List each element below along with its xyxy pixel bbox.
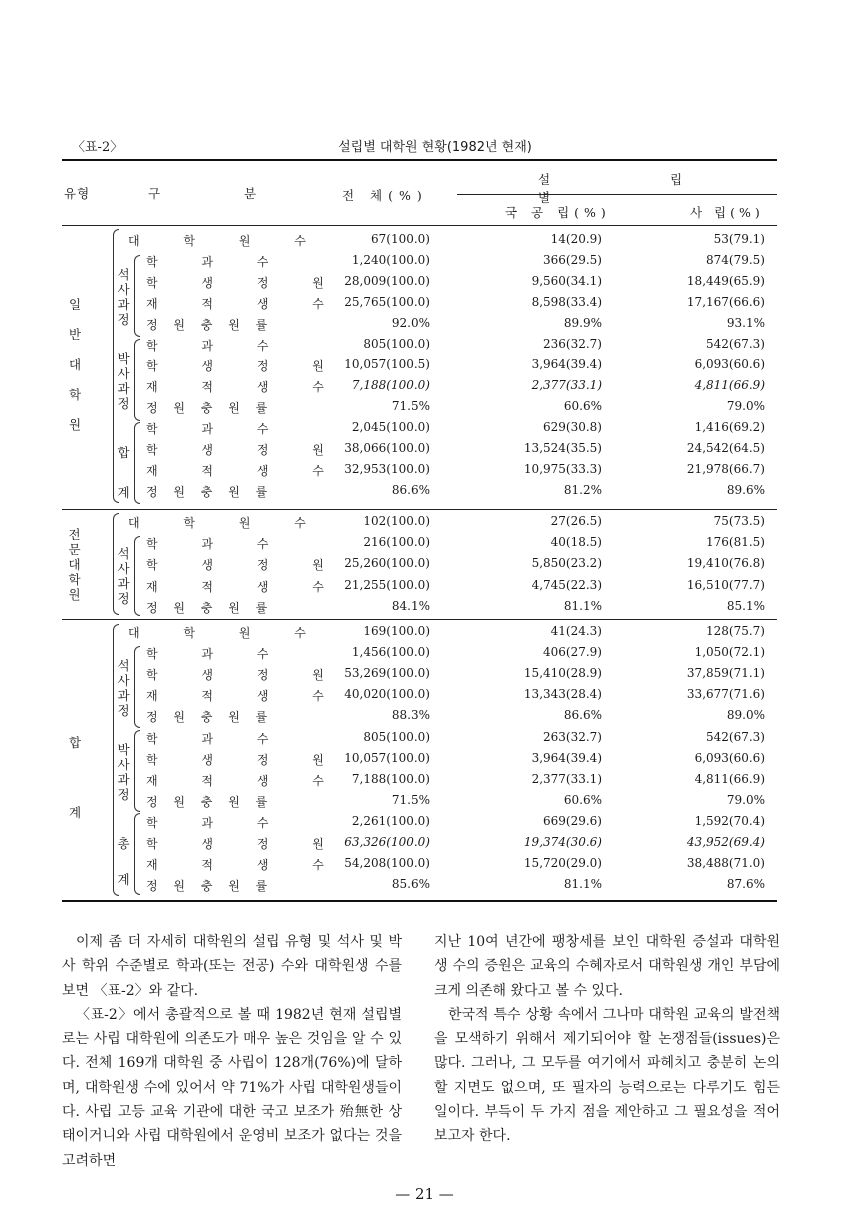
header-category: 구 분 <box>148 186 297 201</box>
row-label: 학 과 수 <box>146 815 289 830</box>
cell-private: 24,542(64.5) <box>686 441 765 455</box>
body-left-column <box>62 930 402 1173</box>
general-sum-bracket <box>134 422 140 504</box>
cell-national: 81.1% <box>563 598 602 613</box>
row-label: 대 학 원 수 <box>128 626 326 640</box>
section-total-label <box>68 708 88 848</box>
cell-national: 2,377(33.1) <box>531 378 602 393</box>
body-left-paragraph-1: 이제 좀 더 자세히 대학원의 설립 유형 및 석사 및 박사 학위 수준별로 학과(또는 전공) 수와 대학원생 수를 보면 〈표-2〉와 같다. <box>62 934 402 999</box>
row-label: 학 과 수 <box>146 254 289 269</box>
total-masters-bracket <box>134 646 140 728</box>
row-label: 재 적 생 수 <box>146 773 344 788</box>
body-left-paragraph-2: 〈표-2〉에서 총괄적으로 볼 때 1982년 현재 설립별로는 사립 대학원에 의존도가 매우 높은 것임을 알 수 있다. 전체 169개 대학원 중 사립이 128개(76%)에 달하며, 대학원생 수에 있어서 약 71%가 사립 대학원생들이다. 사립 고등 교육 기관에 대한 국고 보조가 殆無한 상태이거니와 사립 대학원에서 운영비 보조가 없다는 것을 고려하면 <box>62 1006 402 1169</box>
body-right-paragraph-2: 한국적 특수 상황 속에서 그나마 대학원 교육의 발전책을 모색하기 위해서 제기되어야 할 논쟁점들(issues)은 많다. 그러나, 그 모두를 여기에서 파헤치고 충분히 논의할 지면도 없으며, 또 필자의 능력으로는 다루기도 힘든 일이다. 부득이 두 가지 점을 제안하고 그 필요성을 적어보고자 한다. <box>434 1006 780 1145</box>
row-label: 학 생 정 원 <box>146 275 344 290</box>
cell-national: 13,343(28.4) <box>523 687 602 702</box>
cell-total: 28,009(100.0) <box>344 273 430 288</box>
total-sum-bracket <box>134 813 140 895</box>
cell-total: 216(100.0) <box>363 535 430 550</box>
cell-total: 7,188(100.0) <box>351 378 430 393</box>
row-label: 학 생 정 원 <box>146 359 344 374</box>
row-label: 학 생 정 원 <box>146 443 344 457</box>
row-label: 학 과 수 <box>146 647 289 662</box>
cell-total: 38,066(100.0) <box>344 441 430 455</box>
cell-total: 805(100.0) <box>363 336 430 351</box>
cell-total: 32,953(100.0) <box>344 461 430 476</box>
cell-total: 2,045(100.0) <box>351 420 430 435</box>
row-label: 정 원 충 원 률 <box>146 879 274 894</box>
cell-private: 75(73.5) <box>713 514 765 528</box>
total-doctoral-text: 박사과정 <box>117 742 130 802</box>
cell-national: 263(32.7) <box>543 729 602 744</box>
cell-national: 13,524(35.5) <box>523 441 602 455</box>
total-masters-text: 석사과정 <box>117 658 130 718</box>
cell-total: 10,057(100.5) <box>344 357 430 372</box>
table-bottom-rule <box>62 900 777 902</box>
section-divider-1 <box>62 509 777 510</box>
row-label: 재 적 생 수 <box>146 296 344 311</box>
cell-private: 18,449(65.9) <box>686 273 765 288</box>
total-outer-bracket <box>113 624 119 896</box>
cell-private: 21,978(66.7) <box>686 461 765 476</box>
cell-total: 805(100.0) <box>363 729 430 744</box>
total-sum-text: 총 계 <box>117 836 130 887</box>
cell-total: 84.1% <box>391 598 430 613</box>
cell-national: 8,598(33.4) <box>531 294 602 309</box>
section-professional-label <box>68 527 84 602</box>
row-label: 학 생 정 원 <box>146 668 344 683</box>
cell-private: 87.6% <box>726 877 765 892</box>
cell-national: 81.1% <box>563 877 602 892</box>
cell-total: 67(100.0) <box>371 232 430 246</box>
row-label: 정 원 충 원 률 <box>146 317 274 332</box>
row-label: 학 과 수 <box>146 338 289 353</box>
cell-total: 21,255(100.0) <box>344 577 430 592</box>
cell-total: 1,240(100.0) <box>351 252 430 267</box>
cell-national: 89.9% <box>563 315 602 330</box>
cell-national: 81.2% <box>563 482 602 497</box>
row-label: 학 생 정 원 <box>146 837 344 851</box>
row-label: 재 적 생 수 <box>146 579 344 594</box>
cell-private: 17,167(66.6) <box>686 294 765 309</box>
cell-national: 27(26.5) <box>550 514 602 528</box>
cell-national: 236(32.7) <box>543 336 602 351</box>
table-top-rule <box>62 159 777 161</box>
cell-private: 542(67.3) <box>706 336 765 351</box>
cell-national: 60.6% <box>563 399 602 414</box>
cell-national: 3,964(39.4) <box>531 750 602 765</box>
section-professional-text: 전문대학원 <box>68 527 81 602</box>
cell-private: 53(79.1) <box>713 232 765 246</box>
cell-national: 366(29.5) <box>543 252 602 267</box>
cell-private: 4,811(66.9) <box>694 771 765 786</box>
cell-private: 4,811(66.9) <box>694 378 765 393</box>
cell-national: 669(29.6) <box>543 813 602 828</box>
general-outer-bracket <box>113 229 119 503</box>
cell-total: 25,260(100.0) <box>344 556 430 571</box>
cell-private: 542(67.3) <box>706 729 765 744</box>
total-doctoral-bracket <box>134 730 140 812</box>
row-label: 재 적 생 수 <box>146 689 344 704</box>
professional-masters-bracket <box>134 536 140 616</box>
header-type: 유형 <box>64 186 91 201</box>
cell-total: 2,261(100.0) <box>351 813 430 828</box>
cell-national: 41(24.3) <box>550 624 602 638</box>
cell-private: 38,488(71.0) <box>686 856 765 871</box>
cell-national: 629(30.8) <box>543 420 602 435</box>
cell-private: 6,093(60.6) <box>694 357 765 372</box>
cell-national: 15,410(28.9) <box>523 666 602 681</box>
section-divider-2 <box>62 619 777 620</box>
cell-national: 86.6% <box>563 708 602 723</box>
cell-total: 25,765(100.0) <box>344 294 430 309</box>
cell-total: 169(100.0) <box>363 624 430 638</box>
cell-private: 89.6% <box>726 482 765 497</box>
general-masters-text: 석사과정 <box>117 267 130 327</box>
row-label: 정 원 충 원 률 <box>146 710 274 725</box>
cell-private: 79.0% <box>726 792 765 807</box>
cell-private: 79.0% <box>726 399 765 414</box>
cell-private: 6,093(60.6) <box>694 750 765 765</box>
general-doctoral-bracket <box>134 339 140 421</box>
section-general-label <box>68 290 88 440</box>
row-label: 대 학 원 수 <box>128 516 326 530</box>
cell-total: 54,208(100.0) <box>344 856 430 871</box>
header-national: 국 공 립(%) <box>505 205 611 220</box>
cell-private: 43,952(69.4) <box>686 835 765 849</box>
cell-national: 60.6% <box>563 792 602 807</box>
row-label: 정 원 충 원 률 <box>146 484 274 499</box>
row-label: 학 과 수 <box>146 731 289 746</box>
row-label: 재 적 생 수 <box>146 858 344 873</box>
table-title: 설립별 대학원 현황(1982년 현재) <box>338 140 532 155</box>
cell-total: 86.6% <box>391 482 430 497</box>
row-label: 학 생 정 원 <box>146 752 344 767</box>
cell-total: 10,057(100.0) <box>344 750 430 765</box>
cell-total: 7,188(100.0) <box>351 771 430 786</box>
cell-total: 71.5% <box>391 792 430 807</box>
general-masters-bracket <box>134 255 140 337</box>
cell-national: 9,560(34.1) <box>531 273 602 288</box>
header-total: 전 체(%) <box>342 188 428 203</box>
page-number: — 21 — <box>395 1185 454 1203</box>
cell-national: 15,720(29.0) <box>523 856 602 871</box>
row-label: 학 생 정 원 <box>146 558 344 573</box>
cell-total: 85.6% <box>391 877 430 892</box>
professional-masters-text: 석사과정 <box>117 546 130 606</box>
cell-private: 37,859(71.1) <box>686 666 765 681</box>
cell-national: 5,850(23.2) <box>531 556 602 571</box>
cell-national: 10,975(33.3) <box>523 461 602 476</box>
cell-private: 85.1% <box>726 598 765 613</box>
row-label: 재 적 생 수 <box>146 463 344 478</box>
row-label: 학 과 수 <box>146 422 289 437</box>
table-label: 〈표-2〉 <box>72 140 124 155</box>
row-label: 대 학 원 수 <box>128 234 326 248</box>
general-doctoral-text: 박사과정 <box>117 351 130 411</box>
cell-national: 2,377(33.1) <box>531 771 602 786</box>
cell-private: 176(81.5) <box>706 535 765 550</box>
cell-private: 93.1% <box>726 315 765 330</box>
cell-total: 1,456(100.0) <box>351 645 430 660</box>
cell-national: 40(18.5) <box>550 535 602 550</box>
row-label: 학 과 수 <box>146 537 289 552</box>
row-label: 정 원 충 원 률 <box>146 401 274 416</box>
header-private: 사 립(%) <box>690 205 764 220</box>
cell-total: 53,269(100.0) <box>344 666 430 681</box>
row-label: 정 원 충 원 률 <box>146 794 274 809</box>
cell-private: 16,510(77.7) <box>686 577 765 592</box>
cell-total: 92.0% <box>391 315 430 330</box>
cell-private: 1,050(72.1) <box>694 645 765 660</box>
cell-national: 406(27.9) <box>543 645 602 660</box>
cell-private: 128(75.7) <box>706 624 765 638</box>
row-label: 정 원 충 원 률 <box>146 600 274 615</box>
cell-total: 63,326(100.0) <box>344 835 430 849</box>
cell-total: 40,020(100.0) <box>344 687 430 702</box>
section-general-text: 일 반 대 학 원 <box>68 297 82 432</box>
cell-national: 14(20.9) <box>550 232 602 246</box>
cell-national: 4,745(22.3) <box>531 577 602 592</box>
cell-total: 102(100.0) <box>363 514 430 528</box>
cell-total: 88.3% <box>391 708 430 723</box>
cell-private: 33,677(71.6) <box>686 687 765 702</box>
cell-private: 89.0% <box>726 708 765 723</box>
cell-national: 19,374(30.6) <box>523 835 602 849</box>
cell-private: 1,592(70.4) <box>694 813 765 828</box>
cell-private: 874(79.5) <box>706 252 765 267</box>
general-sum-text: 합 계 <box>117 445 130 500</box>
cell-private: 1,416(69.2) <box>694 420 765 435</box>
cell-total: 71.5% <box>391 399 430 414</box>
body-right-paragraph-1: 지난 10여 년간에 팽창세를 보인 대학원 증설과 대학원생 수의 증원은 교육의 수혜자로서 대학원생 개인 부담에 크게 의존해 왔다고 볼 수 있다. <box>434 934 780 999</box>
header-by-founding: 설 립 별 <box>538 172 741 205</box>
body-right-column <box>434 930 780 1149</box>
section-total-text: 합 계 <box>68 735 82 820</box>
cell-private: 19,410(76.8) <box>686 556 765 571</box>
cell-national: 3,964(39.4) <box>531 357 602 372</box>
header-bottom-rule <box>62 225 777 226</box>
row-label: 재 적 생 수 <box>146 380 344 395</box>
professional-outer-bracket <box>113 513 119 615</box>
